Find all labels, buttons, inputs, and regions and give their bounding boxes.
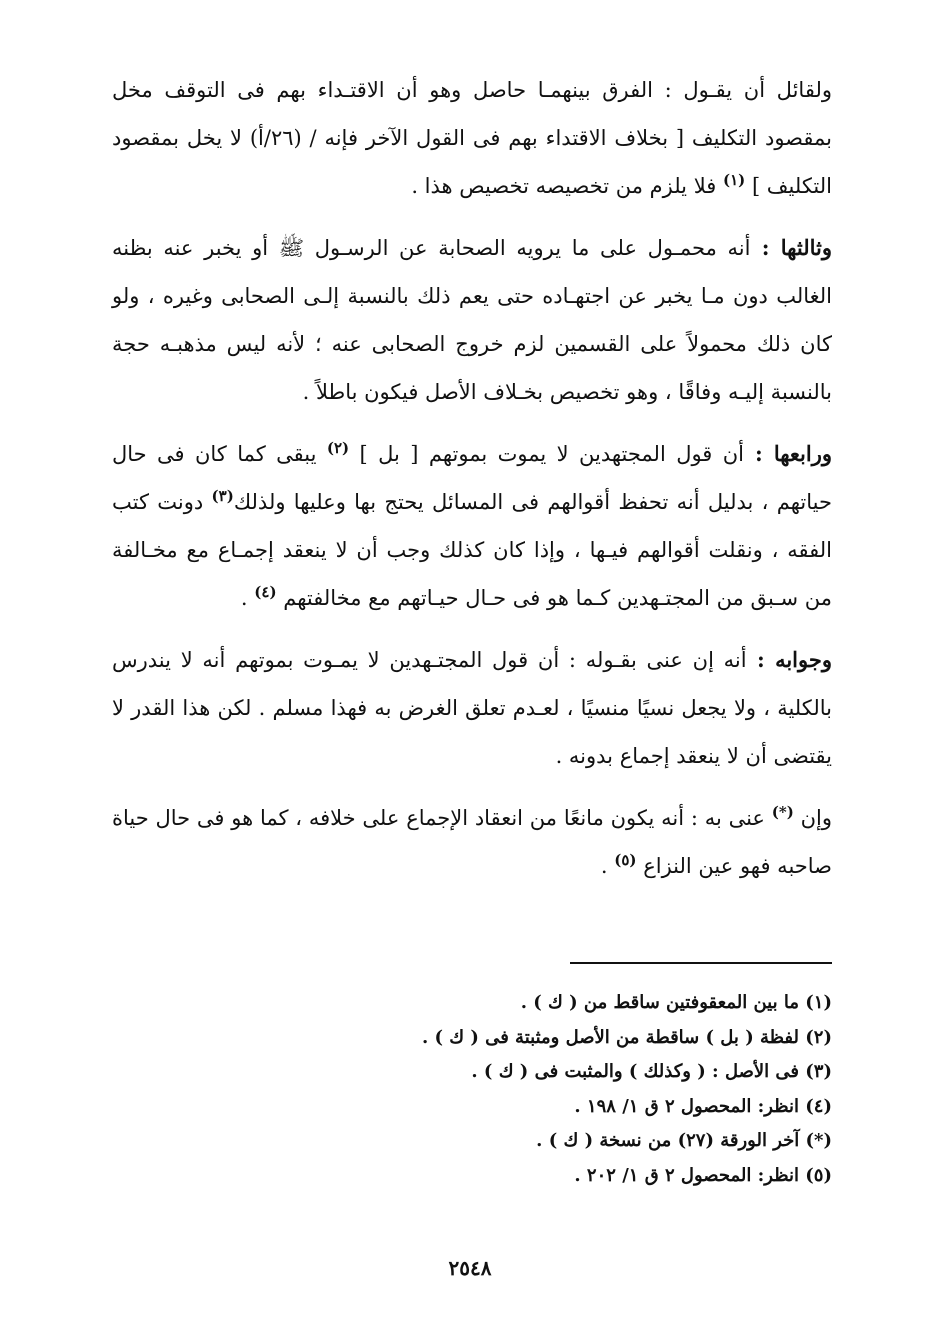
footnote-item: (٥) انظر: المحصول ٢ ق ١/ ٢٠٢ . — [574, 1164, 832, 1186]
paragraph-text: فلا يلزم من تخصيصه تخصيص هذا . — [411, 174, 717, 198]
footnote-item: (٣) فى الأصل : ( وكذلك ) والمثبت فى ( ك ) . — [471, 1061, 832, 1083]
footnote-reference: (٥) — [614, 851, 637, 869]
paragraph-third — [112, 224, 832, 416]
paragraph-lead: ورابعها : — [744, 441, 832, 466]
paragraph-text: يبقى كما كان فى حال حياتهم ، بدليل أنه تحفظ أقوالهم فى المسائل يحتج بها وعليها ولذلك — [112, 442, 832, 514]
footnote-separator — [570, 962, 832, 964]
paragraph-text: عنى به : أنه يكون مانعًا من انعقاد الإجماع على خلافه ، كما هو فى حال حياة صاحبه فهو عين النزاع — [112, 806, 832, 878]
footnotes — [112, 986, 832, 1194]
footnote-reference: (٣) — [211, 487, 234, 505]
footnote-item: (١) ما بين المعقوفتين ساقط من ( ك ) . — [520, 992, 832, 1013]
main-text — [112, 66, 832, 890]
paragraph-text: . — [240, 586, 248, 610]
paragraph-objection — [112, 66, 832, 210]
paragraph-answer — [112, 636, 832, 780]
paragraph-text: أن قول المجتهدين لا يموت بموتهم [ بل ] — [359, 442, 744, 466]
paragraph-text: أنه محمـول على ما يرويه الصحابة عن الرسـول ﷺ أو يخبر عنه بظنه الغالب دون مـا يخبر عن اجتهـاده حتى يعم ذلك بالنسبة إلـى الصحابى وغيره ، ولو كان ذلك محمولاً على القسمين لزم خروج الصحابى عنه ؛ لأنه ليس مذهبـه حجة بالنسبة إليـه وفاقًا ، وهو تخصيص بخـلاف الأصل فيكون باطلاً . — [112, 236, 832, 404]
folio-marker: (*) — [771, 803, 794, 821]
footnote-reference: (٢) — [326, 439, 350, 457]
footnote-item: (٤) انظر: المحصول ٢ ق ١/ ١٩٨ . — [574, 1095, 832, 1117]
paragraph-answer-continued — [112, 794, 832, 890]
footnote-reference: (٤) — [254, 583, 277, 601]
paragraph-lead: وجوابه : — [746, 647, 832, 672]
paragraph-text: ولقائل أن يقـول : الفرق بينهمـا حاصل وهو أن الاقتـداء بهم فى التوقف مخل بمقصود التكليف [ بخلاف الاقتداء بهم فى القول الآخر فإنه / (٢٦/أ) لا يخل بمقصود التكليف ] — [112, 78, 832, 198]
footnote-item: (*) آخر الورقة (٢٧) من نسخة ( ك ) . — [536, 1130, 832, 1152]
paragraph-text: أنه إن عنى بقـوله : أن قول المجتـهدين لا يمـوت بموتهم أنه لا يندرس بالكلية ، ولا يجعل نسيًا منسيًا ، لعـدم تعلق الغرض به فهذا مسلم . لكن هذا القدر لا يقتضى أن لا ينعقد إجماع بدونه . — [112, 648, 832, 768]
footnote-item: (٢) لفظة ( بل ) ساقطة من الأصل ومثبتة فى ( ك ) . — [421, 1026, 832, 1048]
paragraph-fourth — [112, 430, 832, 622]
paragraph-lead: وثالثها : — [750, 235, 832, 260]
footnote-reference: (١) — [722, 171, 746, 189]
paragraph-text: دونت كتب الفقه ، ونقلت أقوالهم فيـها ، وإذا كان كذلك وجب أن لا ينعقد إجمـاع مع مخـالفة من سـبق من المجتـهدين كـما هو فى حـال حيـاتهم مع مخالفتهم — [112, 490, 832, 610]
paragraph-text: وإن — [800, 806, 832, 830]
page-number: ٢٥٤٨ — [448, 1256, 492, 1280]
paragraph-text: . — [600, 854, 608, 878]
